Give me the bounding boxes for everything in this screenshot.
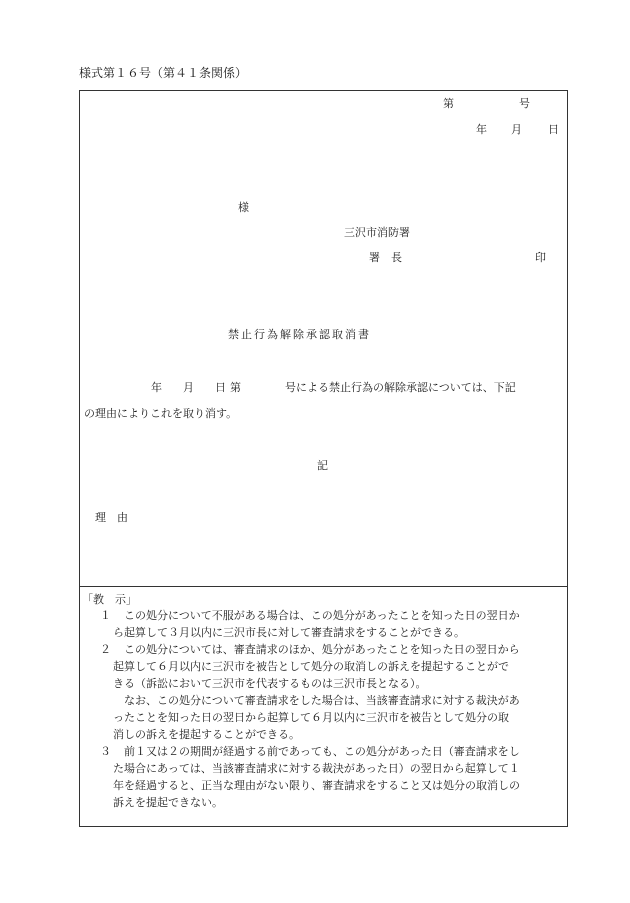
document-number-suffix: 号 [519, 97, 530, 110]
section-divider [80, 586, 567, 587]
addressee-suffix: 様 [238, 201, 249, 214]
notice-item-3-line-1: 前１又は２の期間が経過する前であっても、この処分があった日（審査請求をし [124, 745, 520, 758]
date-month: 月 [511, 123, 522, 136]
notice-item-3-line-3: 年を経過すると、正当な理由がない限り、審査請求をすること又は処分の取消しの [113, 779, 520, 792]
form-label: 様式第１６号（第４１条関係） [79, 66, 248, 80]
notice-item-3-line-4: 訴えを提起できない。 [113, 796, 223, 809]
body-number-prefix: 第 [230, 381, 241, 394]
issuer-office: 三沢市消防署 [344, 226, 410, 239]
notice-item-3-number: ３ [100, 745, 111, 758]
notice-item-2-number: ２ [100, 643, 111, 656]
seal-mark: 印 [535, 251, 546, 264]
notice-note-line-2: ったことを知った日の翌日から起算して６月以内に三沢市を被告として処分の取 [113, 711, 509, 724]
notice-item-1-line-1: この処分について不服がある場合は、この処分があったことを知った日の翌日か [124, 609, 520, 622]
notice-note-line-3: 消しの訴えを提起することができる。 [113, 728, 300, 741]
date-year: 年 [476, 123, 487, 136]
notice-item-2-line-3: きる（訴訟において三沢市を代表するものは三沢市長となる）。 [113, 677, 427, 690]
reason-label: 理 由 [95, 511, 128, 524]
body-year: 年 [151, 381, 162, 394]
notice-item-2-line-1: この処分については、審査請求のほか、処分があったことを知った日の翌日から [124, 643, 520, 656]
body-text-line1: 号による禁止行為の解除承認については、下記 [285, 381, 516, 394]
notice-item-2-line-2: 起算して６月以内に三沢市を被告として処分の取消しの訴えを提起することがで [113, 660, 509, 673]
body-day: 日 [215, 381, 226, 394]
form-frame [79, 90, 568, 827]
issuer-title: 署 長 [369, 251, 402, 264]
notice-item-1-number: １ [100, 609, 111, 622]
notice-item-1-line-2: ら起算して３月以内に三沢市長に対して審査請求をすることができる。 [113, 626, 465, 639]
body-text-line2: の理由によりこれを取り消す。 [84, 407, 238, 420]
date-day: 日 [548, 123, 559, 136]
notice-item-3-line-2: た場合にあっては、当該審査請求に対する裁決があった日）の翌日から起算して１ [113, 762, 520, 775]
notice-heading: 「教 示」 [82, 593, 137, 606]
document-title: 禁止行為解除承認取消書 [228, 328, 371, 341]
body-month: 月 [183, 381, 194, 394]
notice-note-line-1: なお、この処分について審査請求をした場合は、当該審査請求に対する裁決があ [124, 694, 520, 707]
document-number-prefix: 第 [443, 97, 454, 110]
ki-heading: 記 [317, 459, 328, 472]
